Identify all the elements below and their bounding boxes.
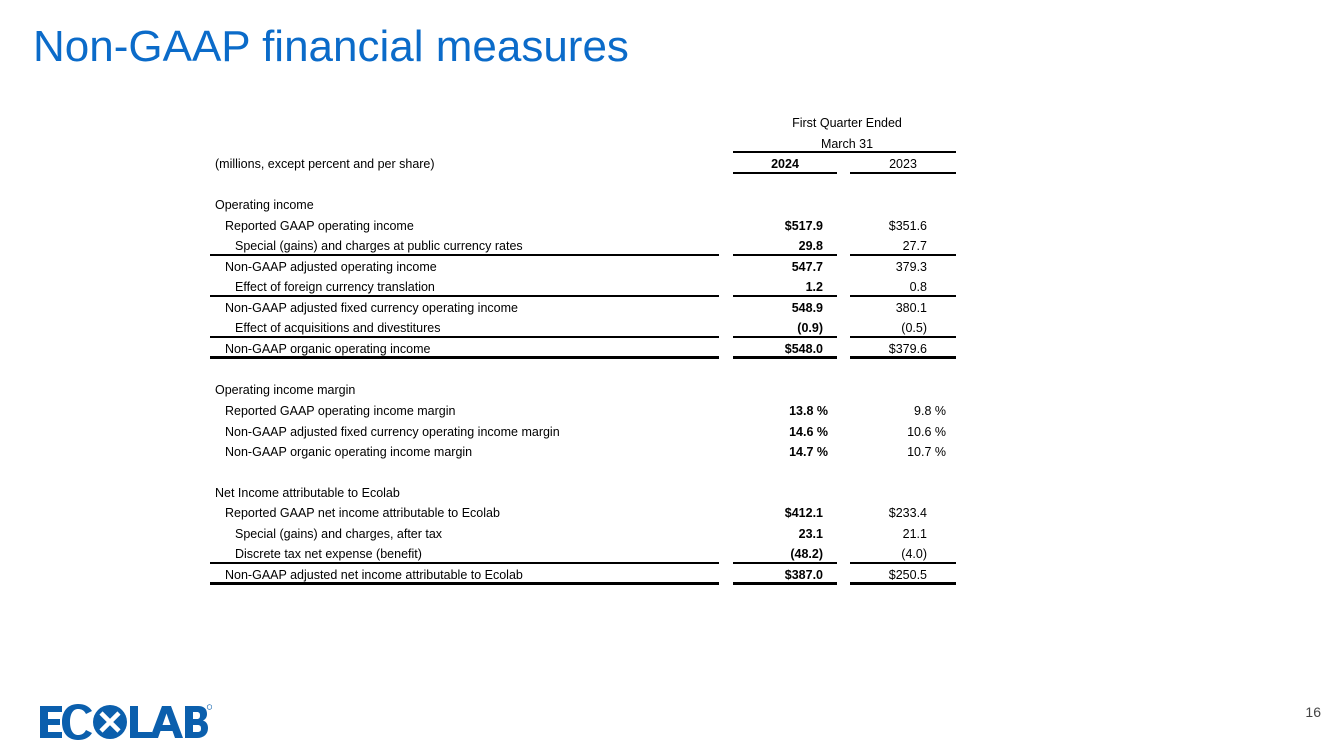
value-2024: 14.6 % [789, 425, 828, 439]
subtotal-rule [733, 336, 837, 338]
value-2024: $548.0 [784, 342, 823, 356]
row-label: Reported GAAP net income attributable to Ecolab [225, 506, 500, 520]
value-2023: (4.0) [901, 547, 927, 561]
row-label: Non-GAAP organic operating income margin [225, 445, 473, 459]
page-number: 16 [1305, 704, 1321, 720]
subtotal-rule [210, 295, 719, 297]
units-note: (millions, except percent and per share) [215, 157, 435, 171]
value-2024: 547.7 [791, 260, 823, 274]
section-heading: Operating income [215, 198, 314, 212]
row-label: Effect of acquisitions and divestitures [235, 321, 441, 335]
value-2024: $412.1 [784, 506, 823, 520]
subtotal-rule [850, 295, 956, 297]
value-2023: 380.1 [895, 301, 927, 315]
column-rule-2024 [733, 172, 837, 174]
total-rule [733, 582, 837, 585]
value-2024: 14.7 % [789, 445, 828, 459]
value-2023: (0.5) [901, 321, 927, 335]
column-header-2023: 2023 [889, 157, 917, 171]
page-title: Non-GAAP financial measures [33, 22, 629, 71]
row-label: Non-GAAP adjusted fixed currency operating income [225, 301, 518, 315]
value-2023: $250.5 [888, 568, 927, 582]
row-label: Special (gains) and charges, after tax [235, 527, 443, 541]
row-label: Reported GAAP operating income [225, 219, 414, 233]
value-2023: 379.3 [895, 260, 927, 274]
value-2024: $387.0 [784, 568, 823, 582]
value-2023: 10.7 % [907, 445, 946, 459]
column-rule-2023 [850, 172, 956, 174]
total-rule [210, 356, 719, 359]
subtotal-rule [210, 254, 719, 256]
row-label: Effect of foreign currency translation [235, 280, 435, 294]
subtotal-rule [733, 295, 837, 297]
row-label: Non-GAAP adjusted fixed currency operating income margin [225, 425, 560, 439]
row-label: Non-GAAP adjusted operating income [225, 260, 437, 274]
value-2023: 0.8 [909, 280, 927, 294]
value-2023: 27.7 [902, 239, 927, 253]
value-2024: 13.8 % [789, 404, 828, 418]
total-rule [850, 582, 956, 585]
period-header-line2: March 31 [820, 137, 874, 151]
row-label: Special (gains) and charges at public currency rates [235, 239, 523, 253]
subtotal-rule [733, 562, 837, 564]
total-rule [850, 356, 956, 359]
total-rule [733, 356, 837, 359]
total-rule [210, 582, 719, 585]
column-header-2024: 2024 [771, 157, 799, 171]
section-heading: Operating income margin [215, 383, 356, 397]
row-label: Non-GAAP organic operating income [225, 342, 431, 356]
row-label: Discrete tax net expense (benefit) [235, 547, 422, 561]
value-2023: 21.1 [902, 527, 927, 541]
value-2024: $517.9 [784, 219, 823, 233]
subtotal-rule [210, 562, 719, 564]
section-heading: Net Income attributable to Ecolab [215, 486, 400, 500]
row-label: Non-GAAP adjusted net income attributable to Ecolab [225, 568, 523, 582]
period-header-line1: First Quarter Ended [792, 116, 902, 130]
row-label: Reported GAAP operating income margin [225, 404, 456, 418]
value-2023: $351.6 [888, 219, 927, 233]
value-2024: 29.8 [798, 239, 823, 253]
value-2023: 9.8 % [914, 404, 946, 418]
ecolab-logo [40, 704, 212, 740]
value-2024: 23.1 [798, 527, 823, 541]
subtotal-rule [733, 254, 837, 256]
value-2024: 548.9 [791, 301, 823, 315]
subtotal-rule [210, 336, 719, 338]
subtotal-rule [850, 336, 956, 338]
header-rule [733, 151, 956, 153]
value-2023: $233.4 [888, 506, 927, 520]
subtotal-rule [850, 562, 956, 564]
value-2023: $379.6 [888, 342, 927, 356]
value-2023: 10.6 % [907, 425, 946, 439]
subtotal-rule [850, 254, 956, 256]
value-2024: 1.2 [805, 280, 823, 294]
value-2024: (48.2) [790, 547, 823, 561]
value-2024: (0.9) [797, 321, 823, 335]
